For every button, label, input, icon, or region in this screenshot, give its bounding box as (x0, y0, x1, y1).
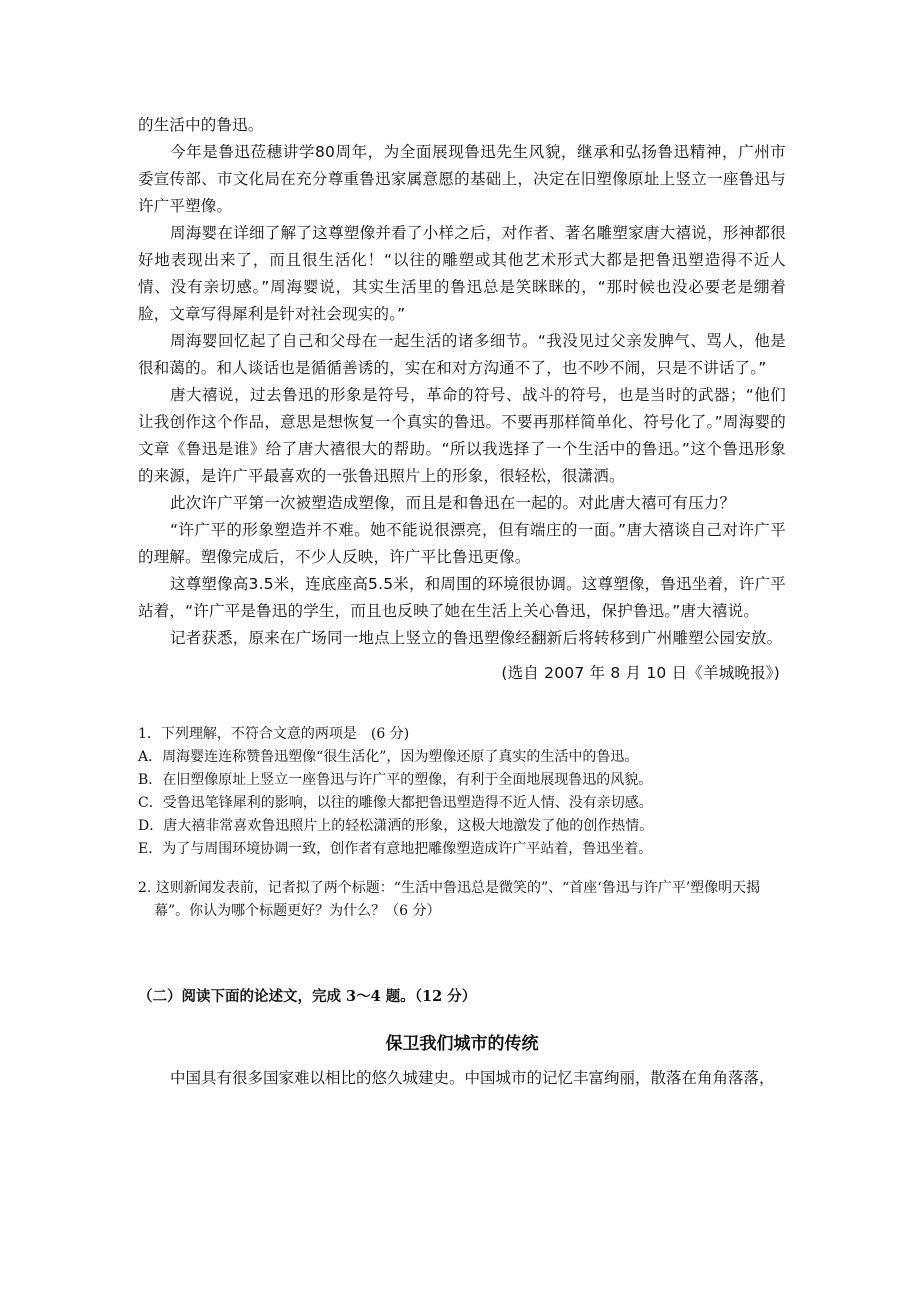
question-1-option-a: A．周海婴连连称赞鲁迅塑像“很生活化”，因为塑像还原了真实的生活中的鲁迅。 (138, 749, 639, 765)
essay-paragraph: 中国具有很多国家难以相比的悠久城建史。中国城市的记忆丰富绚丽，散落在角角落落， (170, 1069, 775, 1087)
question-2: 2. 这则新闻发表前，记者拟了两个标题：“生活中鲁迅总是微笑的”、“首座‘鲁迅与许广平’塑像明天揭幕”。你认为哪个标题更好？为什么？（6 分） (138, 880, 761, 919)
news-paragraph: “许广平的形象塑造并不难。她不能说很漂亮，但有端庄的一面。”唐大禧谈自己对许广平的理解。塑像完成后，不少人反映，许广平比鲁迅更像。 (138, 521, 786, 566)
news-paragraph: 周海婴在详细了解了这尊塑像并看了小样之后，对作者、著名雕塑家唐大禧说，形神都很好地表现出来了，而且很生活化！“以往的雕塑或其他艺术形式大都是把鲁迅塑造得不近人情、没有亲切感。”周海婴说，其实生活里的鲁迅总是笑眯眯的，“那时候也没必要老是绷着脸，文章写得犀利是针对社会现实的。” (138, 224, 786, 323)
section-heading: （二）阅读下面的论述文，完成 3～4 题。（12 分） (138, 988, 477, 1005)
news-paragraph: 周海婴回忆起了自己和父母在一起生活的诸多细节。“我没见过父亲发脾气、骂人，他是很和蔼的。和人谈话也是循循善诱的，实在和对方沟通不了，也不吵不闹，只是不讲话了。” (138, 332, 786, 377)
news-paragraph: 记者获悉，原来在广场同一地点上竖立的鲁迅塑像经翻新后将转移到广州雕塑公园安放。 (170, 629, 783, 647)
news-source-citation: (选自 2007 年 8 月 10 日《羊城晚报》) (501, 664, 780, 682)
news-article (138, 112, 786, 687)
essay-title: 保卫我们城市的传统 (385, 1034, 539, 1054)
question-1-option-c: C．受鲁迅笔锋犀利的影响，以往的雕像大都把鲁迅塑造得不近人情、没有亲切感。 (138, 795, 653, 811)
question-1-stem: 1．下列理解，不符合文意的两项是 (6 分) (138, 726, 410, 742)
question-1 (138, 723, 786, 861)
question-1-option-e: E．为了与周围环境协调一致，创作者有意地把雕像塑造成许广平站着，鲁迅坐着。 (138, 841, 653, 857)
news-paragraph: 唐大禧说，过去鲁迅的形象是符号，革命的符号、战斗的符号，也是当时的武器；“他们让我创作这个作品，意思是想恢复一个真实的鲁迅。不要再那样简单化、符号化了。”周海婴的文章《鲁迅是谁》给了唐大禧很大的帮助。“所以我选择了一个生活中的鲁迅。”这个鲁迅形象的来源，是许广平最喜欢的一张鲁迅照片上的形象，很轻松，很潇洒。 (138, 386, 786, 485)
news-paragraph: 此次许广平第一次被塑造成塑像，而且是和鲁迅在一起的。对此唐大禧可有压力？ (170, 494, 736, 512)
news-paragraph: 今年是鲁迅莅穗讲学80周年，为全面展现鲁迅先生风貌，继承和弘扬鲁迅精神，广州市委宣传部、市文化局在充分尊重鲁迅家属意愿的基础上，决定在旧塑像原址上竖立一座鲁迅与许广平塑像。 (138, 143, 786, 215)
news-paragraph: 的生活中的鲁迅。 (138, 116, 264, 134)
news-paragraph: 这尊塑像高3.5米，连底座高5.5米，和周围的环境很协调。这尊塑像，鲁迅坐着，许广平站着，“许广平是鲁迅的学生，而且也反映了她在生活上关心鲁迅，保护鲁迅。”唐大禧说。 (138, 575, 786, 620)
question-1-option-b: B．在旧塑像原址上竖立一座鲁迅与许广平的塑像，有利于全面地展现鲁迅的风貌。 (138, 772, 653, 788)
question-block (138, 723, 786, 923)
question-1-option-d: D．唐大禧非常喜欢鲁迅照片上的轻松潇洒的形象，这极大地激发了他的创作热情。 (138, 818, 654, 834)
document-page (138, 112, 786, 1092)
